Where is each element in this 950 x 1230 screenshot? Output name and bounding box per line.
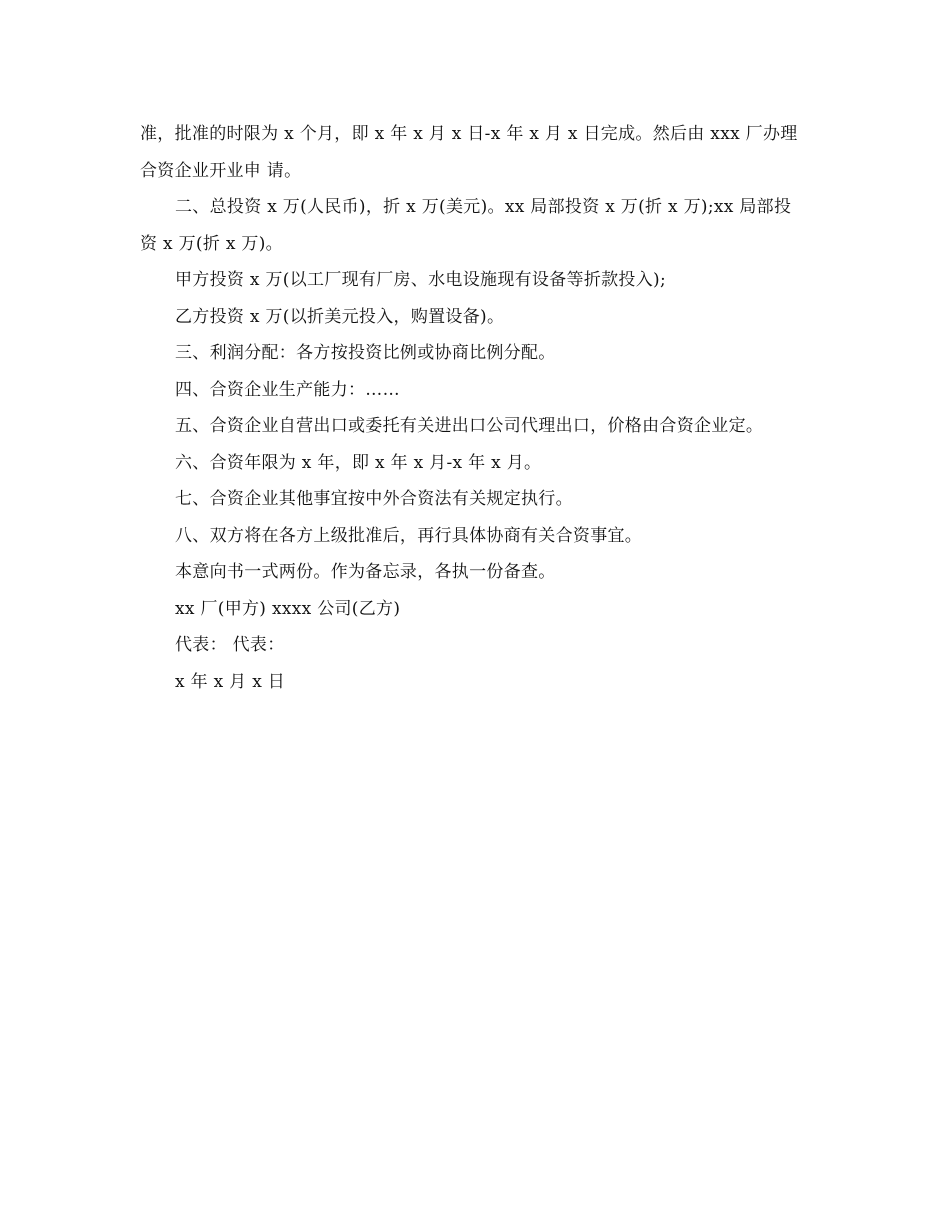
paragraph-profit-distribution: 三、利润分配：各方按投资比例或协商比例分配。 — [175, 343, 556, 363]
paragraph-approval: 准，批准的时限为 x 个月，即 x 年 x 月 x 日-x 年 x 月 x 日完成。然后由 xxx 厂办理合资企业开业申 请。 — [140, 124, 798, 181]
signature-parties: xx 厂(甲方) xxxx 公司(乙方) — [175, 598, 401, 619]
signature-date: x 年 x 月 x 日 — [175, 671, 286, 692]
paragraph-copies: 本意向书一式两份。作为备忘录，各执一份备查。 — [175, 562, 556, 582]
paragraph-production-capacity: 四、合资企业生产能力：…… — [175, 379, 400, 400]
document-body — [140, 116, 805, 700]
paragraph-export: 五、合资企业自营出口或委托有关进出口公司代理出口，价格由合资企业定。 — [175, 416, 764, 436]
paragraph-party-b-investment: 乙方投资 x 万(以折美元投入，购置设备)。 — [175, 306, 505, 327]
paragraph-party-a-investment: 甲方投资 x 万(以工厂现有厂房、水电设施现有设备等折款投入); — [175, 270, 666, 290]
signature-representatives: 代表： 代表： — [175, 635, 285, 655]
paragraph-total-investment: 二、总投资 x 万(人民币)，折 x 万(美元)。xx 局部投资 x 万(折 x 万);xx 局部投资 x 万(折 x 万)。 — [140, 197, 792, 254]
paragraph-other-matters: 七、合资企业其他事宜按中外合资法有关规定执行。 — [175, 489, 573, 509]
paragraph-further-negotiation: 八、双方将在各方上级批准后，再行具体协商有关合资事宜。 — [175, 525, 643, 546]
paragraph-term: 六、合资年限为 x 年，即 x 年 x 月-x 年 x 月。 — [175, 452, 542, 473]
